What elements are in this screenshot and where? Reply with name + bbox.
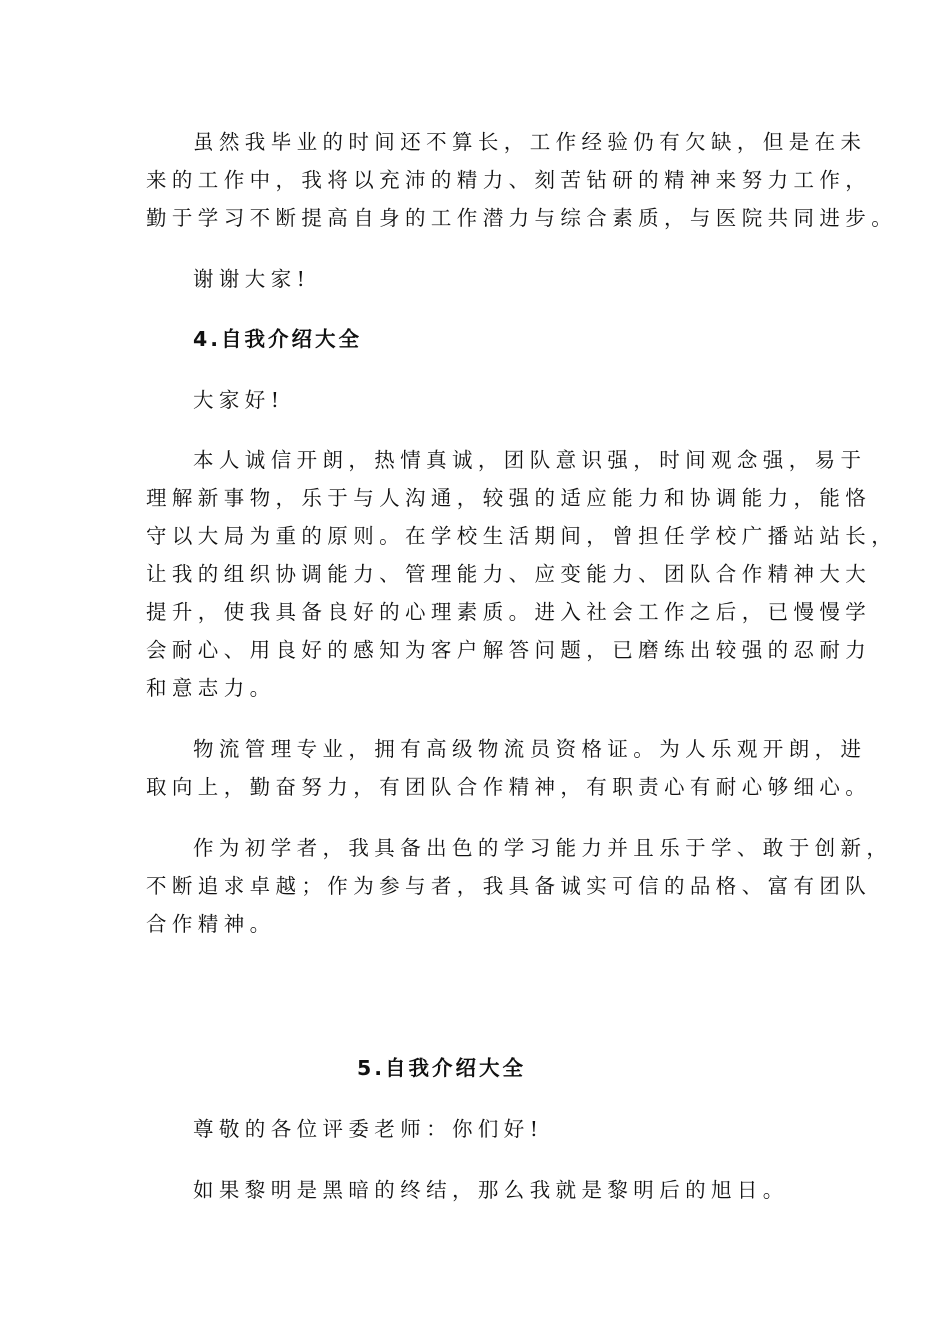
paragraph-line: 会耐心、用良好的感知为客户解答问题，已磨练出较强的忍耐力	[146, 638, 872, 662]
paragraph-line: 不断追求卓越；作为参与者，我具备诚实可信的品格、富有团队	[146, 874, 872, 898]
paragraph-line: 作为初学者，我具备出色的学习能力并且乐于学、敢于创新，	[193, 836, 893, 860]
paragraph-line: 让我的组织协调能力、管理能力、应变能力、团队合作精神大大	[146, 562, 872, 586]
paragraph-line: 和意志力。	[146, 676, 276, 700]
thanks-line: 谢谢大家!	[193, 267, 311, 291]
paragraph-line: 合作精神。	[146, 912, 276, 936]
paragraph-line: 如果黎明是黑暗的终结，那么我就是黎明后的旭日。	[193, 1178, 789, 1202]
paragraph-line: 虽然我毕业的时间还不算长，工作经验仍有欠缺，但是在未	[193, 130, 867, 154]
paragraph-line: 本人诚信开朗，热情真诚，团队意识强，时间观念强，易于	[193, 448, 867, 472]
section-4-greeting: 大家好!	[193, 388, 285, 412]
paragraph-line: 来的工作中，我将以充沛的精力、刻苦钻研的精神来努力工作，	[146, 168, 872, 192]
paragraph-line: 勤于学习不断提高自身的工作潜力与综合素质，与医院共同进步。	[146, 206, 898, 230]
paragraph-line: 守以大局为重的原则。在学校生活期间，曾担任学校广播站站长，	[146, 524, 898, 548]
paragraph-line: 物流管理专业，拥有高级物流员资格证。为人乐观开朗，进	[193, 737, 867, 761]
section-5-greeting: 尊敬的各位评委老师：你们好!	[193, 1117, 544, 1141]
section-4-heading: 4.自我介绍大全	[193, 327, 363, 351]
paragraph-line: 提升，使我具备良好的心理素质。进入社会工作之后，已慢慢学	[146, 600, 872, 624]
section-5-heading: 5.自我介绍大全	[357, 1056, 527, 1080]
paragraph-line: 取向上，勤奋努力，有团队合作精神，有职责心有耐心够细心。	[146, 775, 872, 799]
paragraph-line: 理解新事物，乐于与人沟通，较强的适应能力和协调能力，能恪	[146, 486, 872, 510]
